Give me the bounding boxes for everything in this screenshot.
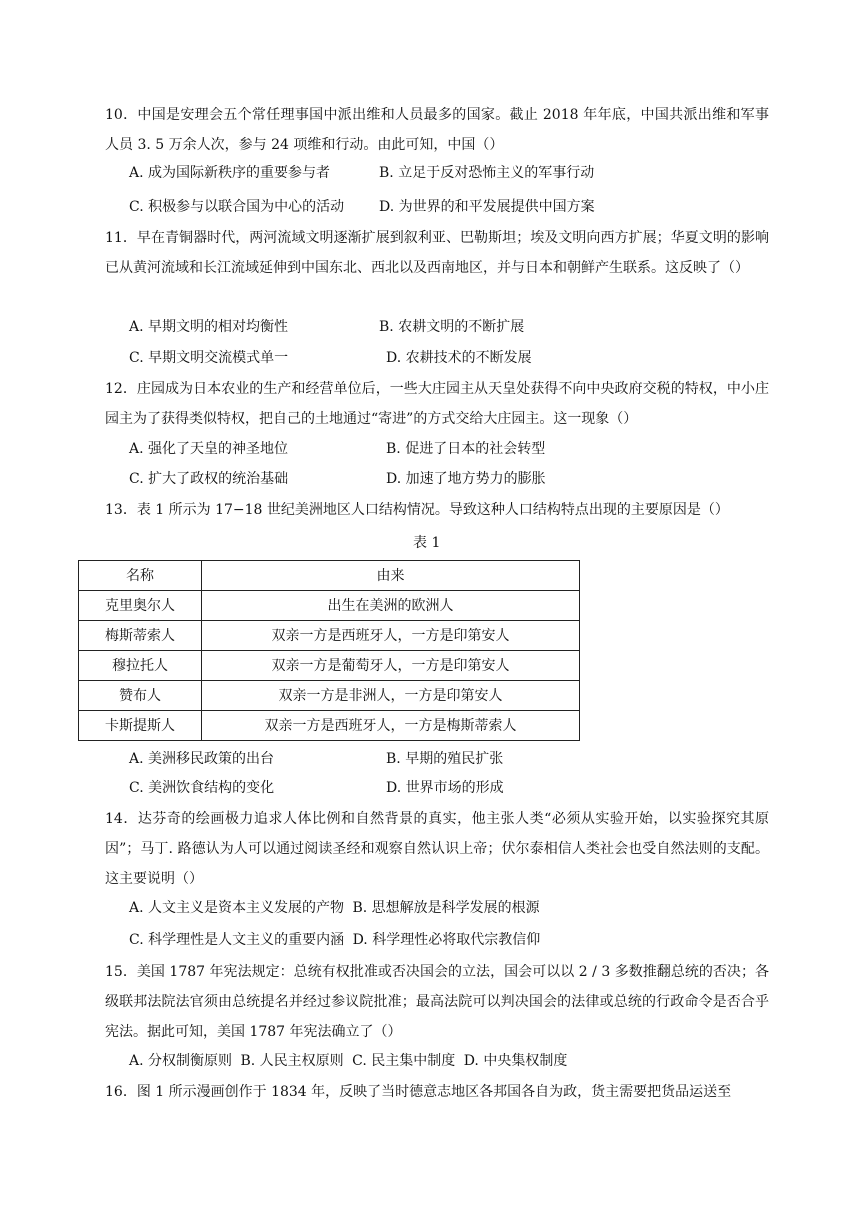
question-13-stem: 13．表 1 所示为 17−18 世纪美洲地区人口结构情况。导致这种人口结构特点出现的主要原因是（） — [105, 502, 729, 518]
question-10-option-c: C. 积极参与以联合国为中心的活动 — [129, 199, 345, 215]
question-10-option-a: A. 成为国际新秩序的重要参与者 — [129, 165, 331, 181]
table-header-row — [79, 561, 580, 591]
question-14-options-row-2 — [129, 930, 544, 950]
question-11-option-a: A. 早期文明的相对均衡性 — [129, 319, 289, 335]
table-cell: 克里奥尔人 — [79, 591, 202, 621]
question-11-option-d: D. 农耕技术的不断发展 — [386, 350, 532, 366]
table-header-cell: 由来 — [202, 561, 580, 591]
question-13-option-c: C. 美洲饮食结构的变化 — [129, 780, 275, 796]
question-11-option-c: C. 早期文明交流模式单一 — [129, 350, 289, 366]
question-15-stem: 15．美国 1787 年宪法规定：总统有权批准或否决国会的立法，国会可以以 2 / 3 多数推翻总统的否决；各级联邦法院法官须由总统提名并经过参议院批准；最高法院可以判决国会的法律或总统的行政命令是否合乎宪法。据此可知，美国 1787 年宪法确立了（） — [105, 964, 769, 1040]
question-14-option-c: C. 科学理性是人文主义的重要内涵 — [129, 932, 345, 948]
question-12-option-b: B. 促进了日本的社会转型 — [386, 441, 546, 457]
question-15-option-b: B. 人民主权原则 — [240, 1053, 344, 1069]
population-table — [78, 560, 580, 741]
table-cell: 赞布人 — [79, 681, 202, 711]
table-cell: 穆拉托人 — [79, 651, 202, 681]
table-row — [79, 681, 580, 711]
question-15-option-c: C. 民主集中制度 — [352, 1053, 456, 1069]
question-12-option-c: C. 扩大了政权的统治基础 — [129, 471, 289, 487]
question-11-stem: 11．早在青铜器时代，两河流域文明逐渐扩展到叙利亚、巴勒斯坦；埃及文明向西方扩展；华夏文明的影响已从黄河流域和长江流域延伸到中国东北、西北以及西南地区，并与日本和朝鲜产生联系。这反映了（） — [105, 230, 769, 276]
question-13-option-a: A. 美洲移民政策的出台 — [129, 751, 275, 767]
table-cell: 梅斯蒂索人 — [79, 621, 202, 651]
question-11-option-b: B. 农耕文明的不断扩展 — [379, 319, 525, 335]
question-14-option-a: A. 人文主义是资本主义发展的产物 — [129, 900, 345, 916]
table-cell: 双亲一方是非洲人，一方是印第安人 — [202, 681, 580, 711]
table-cell: 双亲一方是葡萄牙人，一方是印第安人 — [202, 651, 580, 681]
question-14-option-b: B. 思想解放是科学发展的根源 — [352, 900, 540, 916]
table-row — [79, 621, 580, 651]
question-15-option-d: D. 中央集权制度 — [463, 1053, 568, 1069]
table-caption: 表 1 — [413, 535, 441, 551]
question-13-option-d: D. 世界市场的形成 — [386, 780, 504, 796]
question-10-option-b: B. 立足于反对恐怖主义的军事行动 — [379, 165, 595, 181]
question-10-stem: 10．中国是安理会五个常任理事国中派出维和人员最多的国家。截止 2018 年年底，中国共派出维和军事人员 3. 5 万余人次，参与 24 项维和行动。由此可知，中国（） — [105, 107, 769, 153]
table-cell: 双亲一方是西班牙人，一方是梅斯蒂索人 — [202, 711, 580, 741]
question-15-options-row — [129, 1051, 571, 1071]
question-15-option-a: A. 分权制衡原则 — [129, 1053, 233, 1069]
table-header-cell: 名称 — [79, 561, 202, 591]
question-13-option-b: B. 早期的殖民扩张 — [386, 751, 504, 767]
question-14-stem: 14．达芬奇的绘画极力追求人体比例和自然背景的真实，他主张人类“必须从实验开始，以实验探究其原因”；马丁. 路德认为人可以通过阅读圣经和观察自然认识上帝；伏尔泰相信人类社会也受自然法则的支配。这主要说明（） — [105, 811, 769, 887]
table-cell: 卡斯提斯人 — [79, 711, 202, 741]
question-12-option-a: A. 强化了天皇的神圣地位 — [129, 441, 289, 457]
table-cell: 出生在美洲的欧洲人 — [202, 591, 580, 621]
question-12-stem: 12．庄园成为日本农业的生产和经营单位后，一些大庄园主从天皇处获得不向中央政府交税的特权，中小庄园主为了获得类似特权，把自己的土地通过“寄进”的方式交给大庄园主。这一现象（） — [105, 381, 769, 427]
table-row — [79, 711, 580, 741]
table-row — [79, 651, 580, 681]
question-14-option-d: D. 科学理性必将取代宗教信仰 — [352, 932, 541, 948]
table-cell: 双亲一方是西班牙人，一方是印第安人 — [202, 621, 580, 651]
question-12-option-d: D. 加速了地方势力的膨胀 — [386, 471, 546, 487]
question-14-options-row-1 — [129, 898, 544, 918]
question-10-option-d: D. 为世界的和平发展提供中国方案 — [379, 199, 595, 215]
question-16-stem: 16．图 1 所示漫画创作于 1834 年，反映了当时德意志地区各邦国各自为政，货主需要把货品运送至 — [105, 1084, 732, 1100]
table-row — [79, 591, 580, 621]
